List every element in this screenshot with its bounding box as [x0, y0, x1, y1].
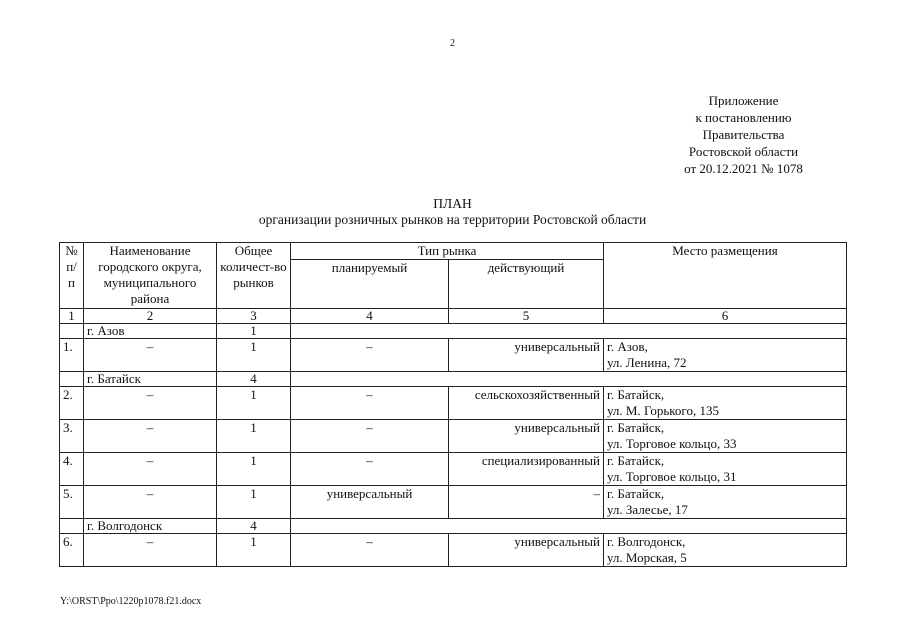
- place-street: ул. М. Горького, 135: [607, 403, 719, 418]
- row-number: 3.: [60, 420, 84, 453]
- appendix-line: Ростовской области: [688, 144, 799, 159]
- document-title: ПЛАН: [433, 196, 472, 211]
- row-active-type: универсальный: [449, 339, 604, 372]
- page-number: 2: [450, 38, 455, 49]
- row-count: 1: [217, 339, 291, 372]
- row-place: [604, 420, 847, 453]
- row-name: –: [84, 534, 217, 567]
- row-place: [604, 453, 847, 486]
- column-number-row: [60, 309, 847, 324]
- header-active: действующий: [449, 260, 604, 309]
- header-name: Наименование городского округа, муниципального района: [84, 243, 217, 309]
- row-planned-type: –: [291, 420, 449, 453]
- row-place: [604, 486, 847, 519]
- row-name: –: [84, 339, 217, 372]
- column-number: 3: [217, 309, 291, 324]
- district-group-row: [60, 519, 847, 534]
- district-name: г. Батайск: [84, 372, 217, 387]
- district-group-row: [60, 372, 847, 387]
- row-active-type: специализированный: [449, 453, 604, 486]
- row-planned-type: универсальный: [291, 486, 449, 519]
- row-planned-type: –: [291, 339, 449, 372]
- place-street: ул. Торговое кольцо, 31: [607, 469, 737, 484]
- header-num: № п/п: [60, 243, 84, 309]
- table-body: [60, 309, 847, 567]
- row-active-type: сельскохозяйственный: [449, 387, 604, 420]
- table-row: [60, 339, 847, 372]
- district-group-row: [60, 324, 847, 339]
- district-name: г. Азов: [84, 324, 217, 339]
- district-name: г. Волгодонск: [84, 519, 217, 534]
- appendix-line: от 20.12.2021 № 1078: [684, 161, 803, 176]
- markets-table: [59, 242, 847, 567]
- table-row: [60, 486, 847, 519]
- row-count: 1: [217, 387, 291, 420]
- place-street: ул. Залесье, 17: [607, 502, 688, 517]
- place-city: г. Батайск,: [607, 420, 665, 435]
- place-city: г. Батайск,: [607, 387, 665, 402]
- row-place: [604, 534, 847, 567]
- row-name: –: [84, 420, 217, 453]
- column-number: 1: [60, 309, 84, 324]
- table-row: [60, 453, 847, 486]
- document-subtitle: организации розничных рынков на территории Ростовской области: [258, 212, 647, 227]
- place-street: ул. Ленина, 72: [607, 355, 687, 370]
- district-market-count: 4: [217, 372, 291, 387]
- row-place: [604, 387, 847, 420]
- row-count: 1: [217, 534, 291, 567]
- table-row: [60, 534, 847, 567]
- row-active-type: универсальный: [449, 534, 604, 567]
- appendix-line: Приложение: [708, 93, 779, 108]
- place-city: г. Волгодонск,: [607, 534, 686, 549]
- column-number: 2: [84, 309, 217, 324]
- row-num-empty: [60, 324, 84, 339]
- header-planned: планируемый: [291, 260, 449, 309]
- row-number: 6.: [60, 534, 84, 567]
- appendix-block: [666, 92, 821, 177]
- row-num-empty: [60, 519, 84, 534]
- place-city: г. Батайск,: [607, 486, 665, 501]
- header-place: Место размещения: [604, 243, 847, 309]
- row-number: 2.: [60, 387, 84, 420]
- row-count: 1: [217, 453, 291, 486]
- column-number: 5: [449, 309, 604, 324]
- place-city: г. Азов,: [607, 339, 648, 354]
- appendix-line: Правительства: [702, 127, 785, 142]
- appendix-line: к постановлению: [695, 110, 792, 125]
- group-row-filler: [291, 324, 847, 339]
- row-number: 4.: [60, 453, 84, 486]
- row-count: 1: [217, 420, 291, 453]
- header-count: Общее количест-во рынков: [217, 243, 291, 309]
- column-number: 4: [291, 309, 449, 324]
- row-num-empty: [60, 372, 84, 387]
- file-path-footer: Y:\ORST\Ppo\1220p1078.f21.docx: [60, 596, 202, 607]
- row-planned-type: –: [291, 387, 449, 420]
- row-number: 5.: [60, 486, 84, 519]
- row-name: –: [84, 387, 217, 420]
- row-place: [604, 339, 847, 372]
- row-planned-type: –: [291, 453, 449, 486]
- row-number: 1.: [60, 339, 84, 372]
- table-row: [60, 387, 847, 420]
- row-count: 1: [217, 486, 291, 519]
- row-active-type: –: [449, 486, 604, 519]
- group-row-filler: [291, 372, 847, 387]
- row-name: –: [84, 453, 217, 486]
- district-market-count: 1: [217, 324, 291, 339]
- table-row: [60, 420, 847, 453]
- place-street: ул. Торговое кольцо, 33: [607, 436, 737, 451]
- row-planned-type: –: [291, 534, 449, 567]
- group-row-filler: [291, 519, 847, 534]
- column-number: 6: [604, 309, 847, 324]
- header-market-type: Тип рынка: [291, 243, 604, 260]
- row-name: –: [84, 486, 217, 519]
- district-market-count: 4: [217, 519, 291, 534]
- place-street: ул. Морская, 5: [607, 550, 687, 565]
- row-active-type: универсальный: [449, 420, 604, 453]
- place-city: г. Батайск,: [607, 453, 665, 468]
